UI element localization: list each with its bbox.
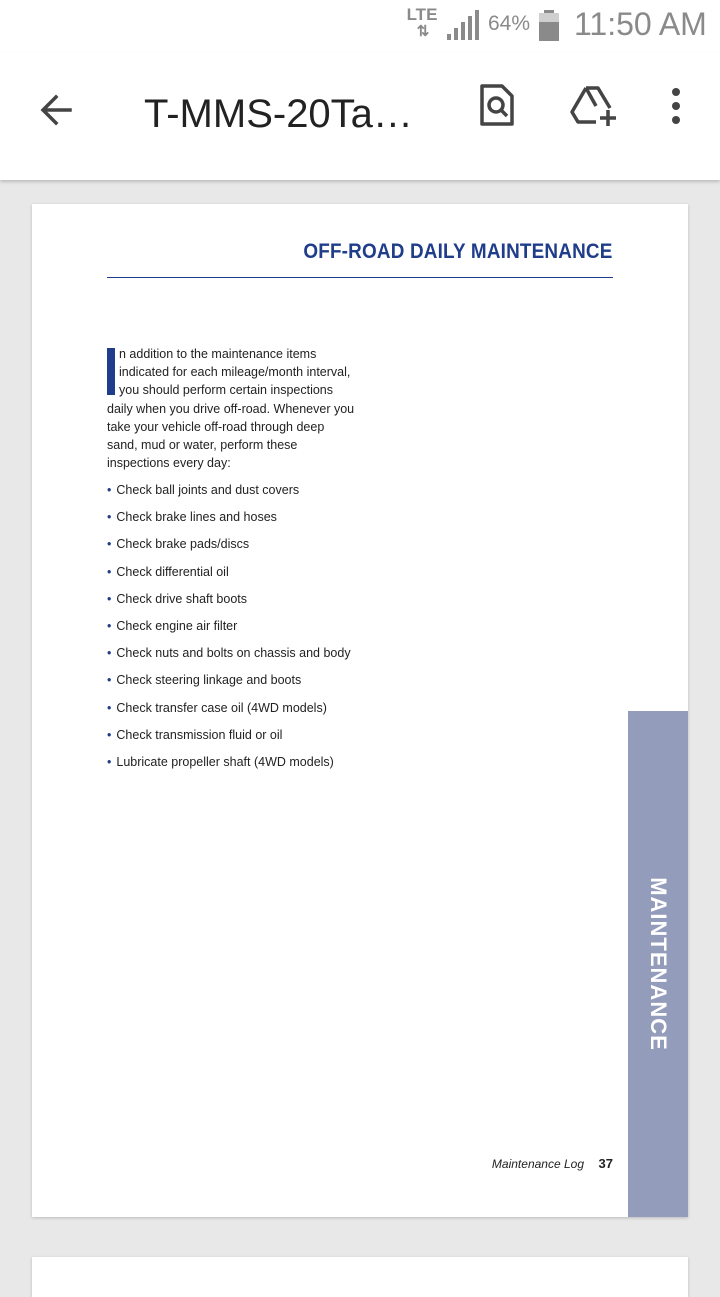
- document-page[interactable]: [32, 204, 688, 1217]
- list-item: [107, 562, 351, 589]
- signal-strength-icon: [445, 10, 479, 42]
- list-item: [107, 589, 351, 616]
- inspection-list: [107, 480, 351, 779]
- back-arrow-icon: [30, 84, 82, 136]
- list-item: [107, 643, 351, 670]
- page-heading: OFF-ROAD DAILY MAINTENANCE: [303, 240, 613, 263]
- list-item-text: Check transmission fluid or oil: [116, 727, 283, 742]
- list-item-text: Check steering linkage and boots: [116, 673, 302, 688]
- document-title: T-MMS-20Ta…: [144, 92, 413, 136]
- list-item: [107, 698, 351, 725]
- footer-label: Maintenance Log: [491, 1157, 584, 1171]
- list-item: [107, 507, 351, 534]
- bullet-icon: •: [107, 591, 112, 606]
- data-arrows-icon: ⇅: [416, 23, 428, 40]
- list-item-text: Check ball joints and dust covers: [116, 483, 300, 497]
- app-bar: [0, 52, 720, 180]
- status-bar: [0, 0, 720, 52]
- bullet-icon: •: [107, 754, 112, 769]
- list-item-text: Check drive shaft boots: [116, 591, 248, 606]
- list-item: [107, 534, 351, 561]
- add-to-drive-button[interactable]: [566, 80, 622, 132]
- back-button[interactable]: [30, 84, 82, 136]
- list-item: [107, 480, 351, 507]
- bullet-icon: •: [107, 646, 112, 661]
- list-item: [107, 670, 351, 697]
- next-document-page[interactable]: [32, 1257, 688, 1297]
- list-item-text: Check nuts and bolts on chassis and body: [116, 646, 351, 661]
- add-to-drive-icon: [566, 80, 622, 132]
- network-type: LTE: [406, 5, 438, 24]
- section-side-tab: [628, 711, 688, 1217]
- bullet-icon: •: [107, 537, 112, 552]
- list-item-text: Check brake pads/discs: [116, 537, 250, 552]
- bullet-icon: •: [107, 510, 112, 525]
- intro-text: n addition to the maintenance items indicated for each mileage/month interval, you should perform certain inspections daily when you drive off-road. Whenever you take your vehicle off-road through deep sand, mud or water, perform these inspections every day:: [107, 347, 355, 471]
- bullet-icon: •: [107, 618, 112, 633]
- battery-icon: [538, 10, 560, 42]
- lte-indicator: [402, 6, 442, 46]
- bullet-icon: •: [107, 700, 112, 715]
- list-item-text: Check brake lines and hoses: [116, 510, 277, 525]
- bullet-icon: •: [107, 483, 112, 497]
- clock: 11:50 AM: [574, 6, 707, 42]
- more-vert-icon: [656, 80, 696, 132]
- list-item: [107, 725, 351, 752]
- bullet-icon: •: [107, 564, 112, 579]
- find-in-document-button[interactable]: [470, 80, 522, 132]
- list-item: [107, 616, 351, 643]
- heading-divider: [107, 277, 613, 278]
- side-tab-label: MAINTENANCE: [646, 877, 671, 1051]
- more-options-button[interactable]: [656, 80, 696, 132]
- bullet-icon: •: [107, 727, 112, 742]
- drop-cap-bar: [107, 348, 115, 395]
- list-item-text: Lubricate propeller shaft (4WD models): [116, 754, 334, 769]
- list-item-text: Check differential oil: [116, 564, 229, 579]
- list-item-text: Check engine air filter: [116, 618, 238, 633]
- list-item-text: Check transfer case oil (4WD models): [116, 700, 327, 715]
- find-in-page-icon: [470, 80, 522, 132]
- list-item: [107, 752, 351, 779]
- intro-paragraph: [107, 345, 357, 472]
- battery-percent: 64%: [488, 12, 531, 35]
- bullet-icon: •: [107, 673, 112, 688]
- page-number: 37: [598, 1156, 613, 1171]
